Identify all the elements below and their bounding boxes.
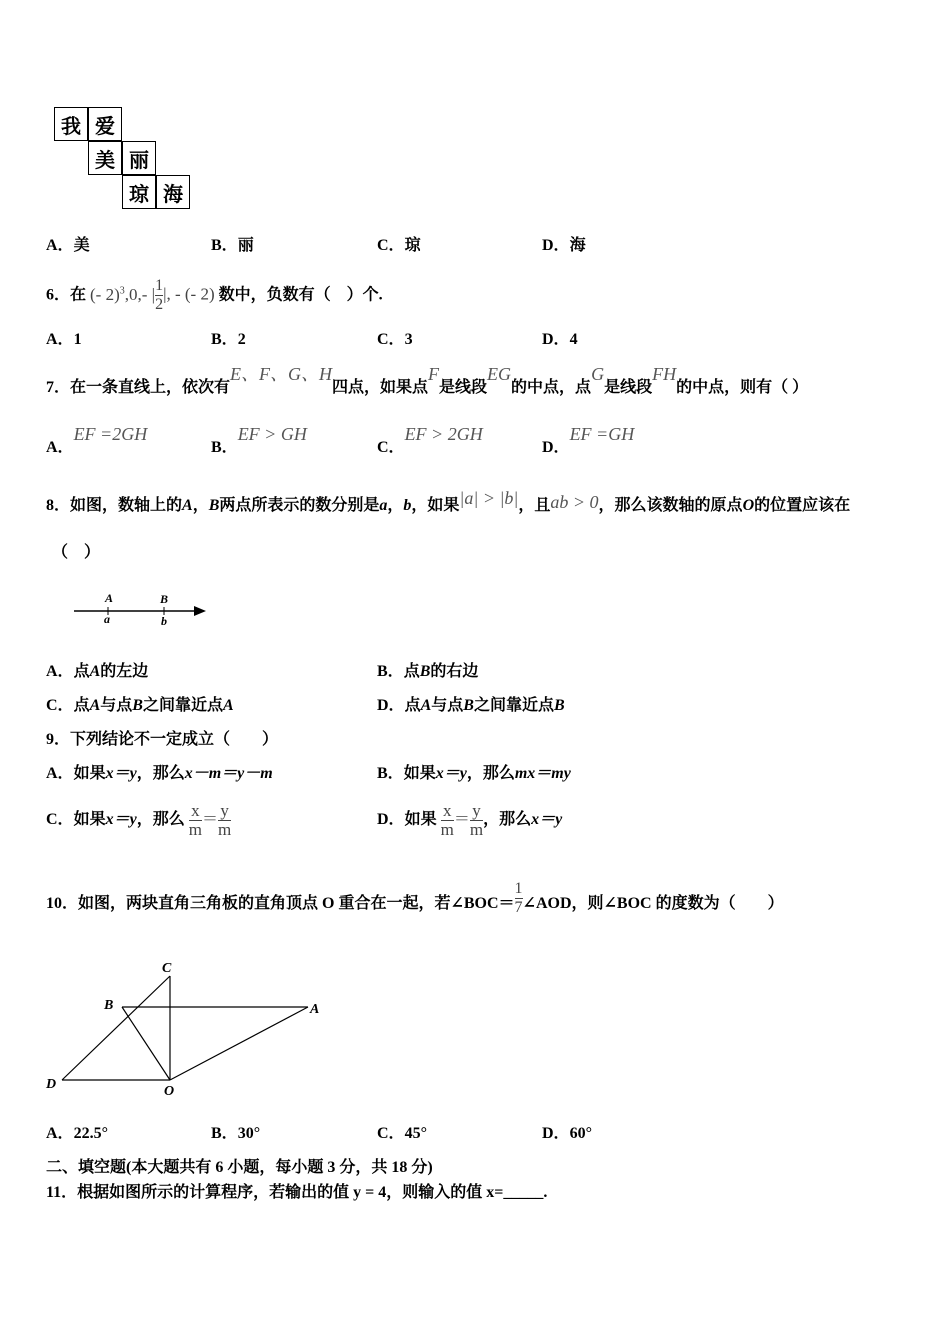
q5-option-c: C．琼: [377, 237, 421, 254]
question-7: 7．在一条直线上，依次有E、F、G、H四点，如果点F是线段EG的中点，点G是线段FH的中点，则有（ ）: [46, 364, 809, 396]
question-8: 8．如图，数轴上的A，B两点所表示的数分别是a，b，如果|a| > |b|，且ab > 0，那么该数轴的原点O的位置应该在: [46, 488, 851, 514]
q10-option-a: A．22.5°: [46, 1125, 108, 1142]
net-cell: 海: [156, 175, 190, 209]
net-cell: 琼: [122, 175, 156, 209]
q9-option-b: B．如果x＝y，那么mx＝my: [377, 765, 571, 782]
q9-option-d: D．如果 $\frac{x}{m}$ ＝ $\frac{y}{m}$ ，那么x＝y: [377, 800, 563, 839]
q10-option-b: B．30°: [211, 1125, 261, 1142]
q8-option-d: D．点A与点B之间靠近点B: [377, 697, 565, 714]
q8-option-c: C．点A与点B之间靠近点A: [46, 697, 234, 714]
q6-option-d: D．4: [542, 331, 578, 348]
axis-label-B: B: [160, 592, 169, 606]
point-O: O: [164, 1084, 175, 1099]
q5-option-b: B．丽: [211, 237, 254, 254]
net-cell: 爱: [88, 107, 122, 141]
q7-option-b: B．EF > GH: [211, 424, 307, 456]
net-cell: 美: [88, 141, 122, 175]
question-10: 10．如图，两块直角三角板的直角顶点 O 重合在一起，若∠BOC＝ $\frac{1}{7}$ ∠AOD，则∠BOC 的度数为（ ）: [46, 879, 784, 916]
axis-label-b: b: [161, 614, 167, 628]
q7-option-a: A．EF =2GH: [46, 424, 148, 456]
q5-option-d: D．海: [542, 237, 586, 254]
q6-option-a: A．1: [46, 331, 82, 348]
axis-label-a: a: [104, 612, 110, 626]
number-line-figure: [70, 590, 210, 630]
point-A: A: [310, 1002, 320, 1017]
q6-option-c: C．3: [377, 331, 413, 348]
triangles-figure: [40, 955, 330, 1100]
q10-option-c: C．45°: [377, 1125, 427, 1142]
point-B: B: [104, 998, 114, 1013]
q6-option-b: B．2: [211, 331, 246, 348]
q7-option-c: C．EF > 2GH: [377, 424, 483, 456]
q8-answer-paren: （ ）: [52, 544, 101, 561]
q10-option-d: D．60°: [542, 1125, 592, 1142]
axis-label-A: A: [105, 591, 114, 605]
q8-option-a: A．点A的左边: [46, 663, 149, 680]
q9-option-c: C．如果x＝y，那么 $\frac{x}{m}$ ＝ $\frac{y}{m}$: [46, 800, 232, 839]
q5-option-a: A．美: [46, 237, 90, 254]
point-C: C: [162, 961, 172, 976]
q8-option-b: B．点B的右边: [377, 663, 479, 680]
question-11: 11．根据如图所示的计算程序，若输出的值 y = 4，则输入的值 x=_____.: [46, 1184, 548, 1201]
net-cell: 我: [54, 107, 88, 141]
q7-option-d: D．EF =GH: [542, 424, 635, 456]
question-9: 9．下列结论不一定成立（ ）: [46, 731, 279, 748]
point-D: D: [46, 1077, 57, 1092]
question-6: 6．在 (- 2)$^3$,0,- | $\frac{1}{2}$ |, - (- 2) 数中，负数有（ ）个.: [46, 277, 383, 314]
section-2-title: 二、填空题(本大题共有 6 小题，每小题 3 分，共 18 分): [46, 1159, 433, 1176]
net-cell: 丽: [122, 141, 156, 175]
q9-option-a: A．如果x＝y，那么x－m＝y－m: [46, 765, 273, 782]
